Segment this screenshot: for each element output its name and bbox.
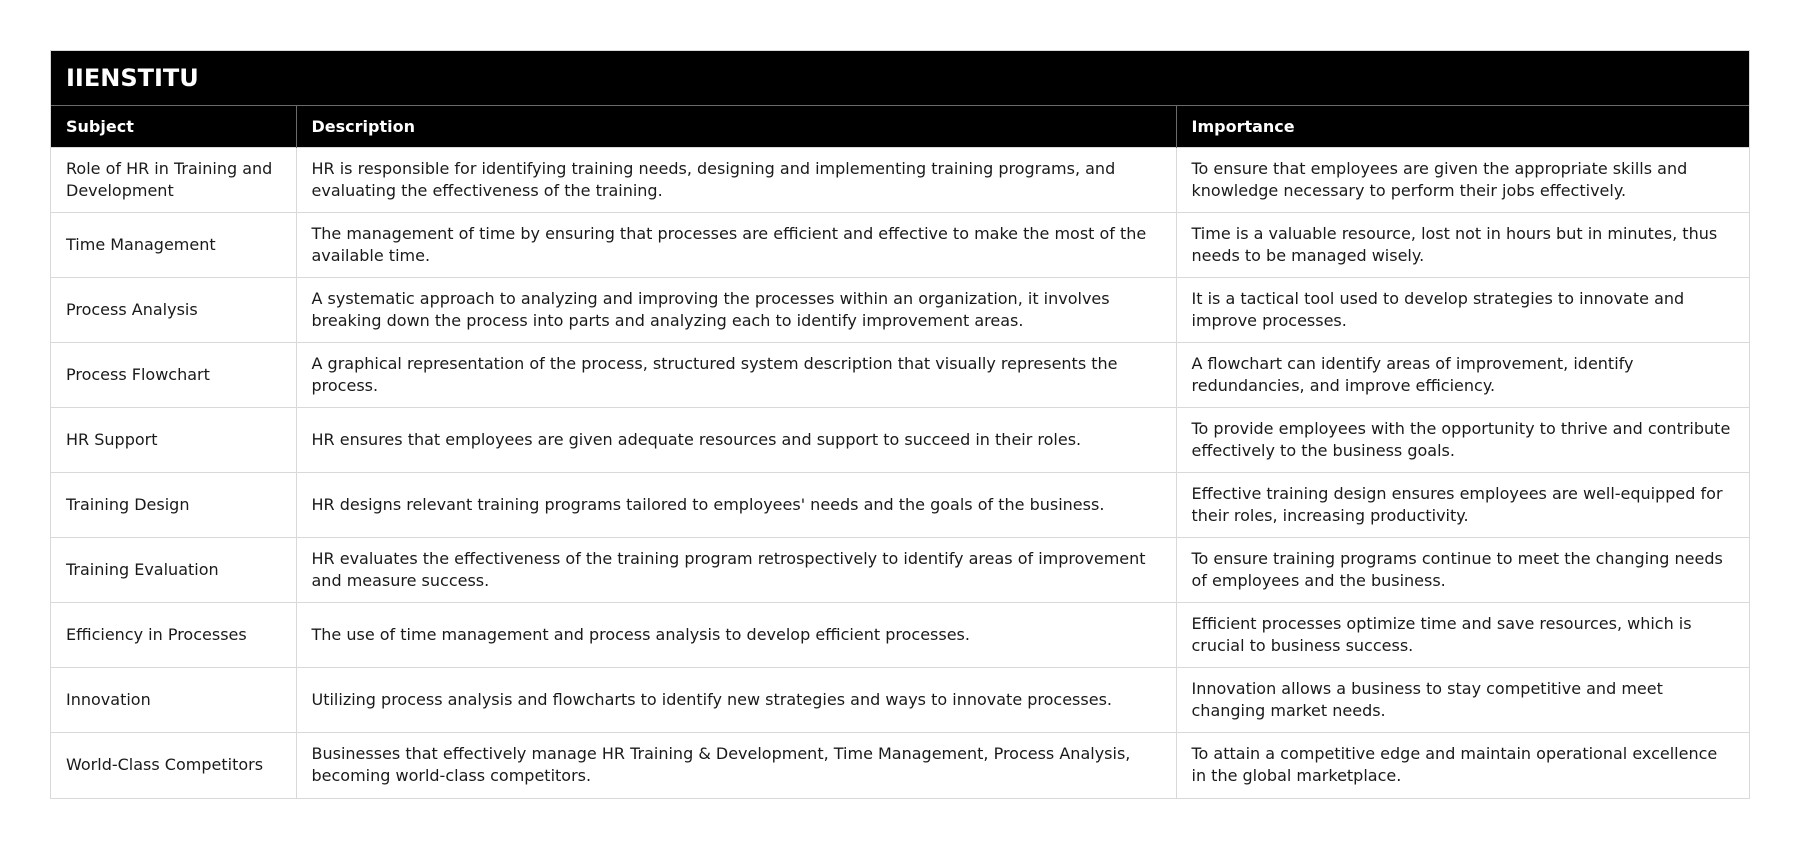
subject-cell: Training Design bbox=[51, 473, 296, 538]
importance-cell: It is a tactical tool used to develop strategies to innovate and improve processes. bbox=[1176, 278, 1749, 343]
description-cell: Utilizing process analysis and flowcharts to identify new strategies and ways to innovate processes. bbox=[296, 668, 1176, 733]
description-cell: HR is responsible for identifying training needs, designing and implementing training programs, and evaluating the effectiveness of the training. bbox=[296, 148, 1176, 213]
info-table bbox=[51, 105, 1749, 798]
importance-cell: To attain a competitive edge and maintain operational excellence in the global marketplace. bbox=[1176, 733, 1749, 798]
subject-cell: Process Analysis bbox=[51, 278, 296, 343]
column-header-description: Description bbox=[296, 106, 1176, 148]
table-row bbox=[51, 213, 1749, 278]
table-row bbox=[51, 408, 1749, 473]
subject-cell: Training Evaluation bbox=[51, 538, 296, 603]
table-row bbox=[51, 668, 1749, 733]
table-row bbox=[51, 473, 1749, 538]
description-cell: Businesses that effectively manage HR Training & Development, Time Management, Process Analysis, becoming world-class competitors. bbox=[296, 733, 1176, 798]
importance-cell: To ensure that employees are given the appropriate skills and knowledge necessary to perform their jobs effectively. bbox=[1176, 148, 1749, 213]
subject-cell: HR Support bbox=[51, 408, 296, 473]
subject-cell: Role of HR in Training and Development bbox=[51, 148, 296, 213]
column-header-subject: Subject bbox=[51, 106, 296, 148]
table-title: IIENSTITU bbox=[51, 51, 1749, 105]
subject-cell: Efficiency in Processes bbox=[51, 603, 296, 668]
subject-cell: World-Class Competitors bbox=[51, 733, 296, 798]
description-cell: HR evaluates the effectiveness of the training program retrospectively to identify areas of improvement and measure success. bbox=[296, 538, 1176, 603]
info-table-container bbox=[50, 50, 1750, 799]
subject-cell: Innovation bbox=[51, 668, 296, 733]
importance-cell: Innovation allows a business to stay competitive and meet changing market needs. bbox=[1176, 668, 1749, 733]
header-row bbox=[51, 106, 1749, 148]
table-row bbox=[51, 343, 1749, 408]
table-row bbox=[51, 733, 1749, 798]
importance-cell: To provide employees with the opportunity to thrive and contribute effectively to the business goals. bbox=[1176, 408, 1749, 473]
importance-cell: A flowchart can identify areas of improvement, identify redundancies, and improve efficiency. bbox=[1176, 343, 1749, 408]
description-cell: The use of time management and process analysis to develop efficient processes. bbox=[296, 603, 1176, 668]
description-cell: HR designs relevant training programs tailored to employees' needs and the goals of the business. bbox=[296, 473, 1176, 538]
description-cell: A systematic approach to analyzing and improving the processes within an organization, it involves breaking down the process into parts and analyzing each to identify improvement areas. bbox=[296, 278, 1176, 343]
column-header-importance: Importance bbox=[1176, 106, 1749, 148]
description-cell: A graphical representation of the process, structured system description that visually represents the process. bbox=[296, 343, 1176, 408]
table-row bbox=[51, 538, 1749, 603]
table-row bbox=[51, 278, 1749, 343]
description-cell: HR ensures that employees are given adequate resources and support to succeed in their roles. bbox=[296, 408, 1176, 473]
importance-cell: Efficient processes optimize time and save resources, which is crucial to business success. bbox=[1176, 603, 1749, 668]
importance-cell: Effective training design ensures employees are well-equipped for their roles, increasing productivity. bbox=[1176, 473, 1749, 538]
importance-cell: To ensure training programs continue to meet the changing needs of employees and the business. bbox=[1176, 538, 1749, 603]
description-cell: The management of time by ensuring that processes are efficient and effective to make the most of the available time. bbox=[296, 213, 1176, 278]
subject-cell: Process Flowchart bbox=[51, 343, 296, 408]
table-row bbox=[51, 603, 1749, 668]
importance-cell: Time is a valuable resource, lost not in hours but in minutes, thus needs to be managed wisely. bbox=[1176, 213, 1749, 278]
subject-cell: Time Management bbox=[51, 213, 296, 278]
table-row bbox=[51, 148, 1749, 213]
